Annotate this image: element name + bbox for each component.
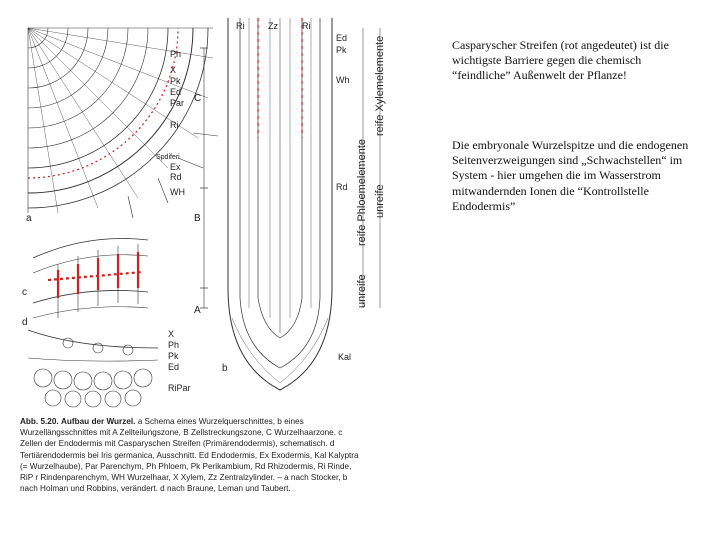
label-d-x: X — [168, 329, 175, 339]
zone-c: C — [194, 93, 202, 104]
caption-number: Abb. 5.20. — [20, 417, 59, 426]
label-d-pk: Pk — [168, 351, 179, 361]
label-d-ed: Ed — [168, 362, 180, 372]
panel-d-tertiary-endodermis — [28, 330, 158, 407]
label-wh: WH — [170, 187, 185, 197]
weak-points-note — [452, 138, 692, 214]
label-reife-phloemelemente: reife Phloemelemente — [356, 138, 368, 246]
zone-b: B — [194, 213, 201, 224]
paragraph-casparian: Casparyscher Streifen (rot angedeutet) ist die wichtigste Barriere gegen die chemisch “feindliche” Außenwelt der Pflanze! — [452, 38, 669, 83]
caption-title: Aufbau der Wurzel. — [60, 417, 136, 426]
zone-a: A — [194, 305, 201, 316]
label-ed: Ed — [170, 87, 182, 97]
label-b-pk: Pk — [336, 45, 347, 55]
label-unreife-phloem: unreife — [356, 274, 368, 308]
label-b-wh: Wh — [336, 75, 350, 85]
paragraph-weak-points: Die embryonale Wurzelspitze und die endogenen Seitenverzweigungen sind „Schwachstellen“ im System - hier umgehen die im Wasserstrom mitwandernden Ionen die “Kontrollstelle Endodermis” — [452, 138, 689, 213]
casparian-note — [452, 38, 692, 84]
label-b-ri-left: Ri — [236, 21, 245, 31]
panel-letter-a: a — [26, 213, 32, 224]
label-ex: Ex — [170, 162, 181, 172]
root-anatomy-figure — [18, 18, 418, 523]
label-spdiferi: Spdiferi — [156, 154, 180, 161]
label-pk: Pk — [170, 76, 181, 86]
label-b-zz: Zz — [268, 21, 278, 31]
panel-a-cross-section — [28, 28, 218, 218]
panel-letter-b: b — [222, 363, 228, 374]
label-b-rd: Rd — [336, 182, 348, 192]
figure-caption — [20, 416, 365, 494]
label-ri: Ri — [170, 120, 179, 130]
label-b-ed: Ed — [336, 33, 348, 43]
label-rd: Rd — [170, 172, 182, 182]
label-b-kal: Kal — [338, 352, 352, 362]
label-ph: Ph — [170, 49, 182, 59]
panel-c-endodermis — [33, 238, 148, 318]
label-b-ri-right: Ri — [302, 21, 311, 31]
label-par: Par — [170, 98, 185, 108]
panel-letter-d: d — [22, 317, 28, 328]
label-unreife-xylem: unreife — [374, 184, 386, 218]
label-x: X — [170, 65, 177, 75]
label-d-ripar: RiPar — [168, 383, 191, 393]
panel-b-longitudinal-section — [200, 18, 380, 390]
panel-letter-c: c — [22, 287, 27, 298]
label-d-ph: Ph — [168, 340, 180, 350]
caption-body: a Schema eines Wurzelquerschnittes, b eines Wurzellängsschnittes mit A Zellteilungszone, B Zellstreckungszone, C Wurzelhaarzone. c Zellen der Endodermis mit Casparyschen Streifen (Primärendodermis), schematisch. d Tertiärendodermis bei Iris germanica, Ausschnitt. Ed Endodermis, Ex Exodermis, Kal Kalyptra (= Wurzelhaube), Par Parenchym, Ph Phloem, Pk Perikambium, Rd Rhizodermis, Ri Rinde, RiP r Rindenparenchym, WH Wurzelhaar, X Xylem, Zz Zentralzylinder. – a nach Stocker, b nach Holman und Robbins, verändert. d nach Braune, Leman und Taubert. — [20, 417, 359, 494]
label-reife-xylemelemente: reife Xylemelemente — [374, 35, 386, 136]
